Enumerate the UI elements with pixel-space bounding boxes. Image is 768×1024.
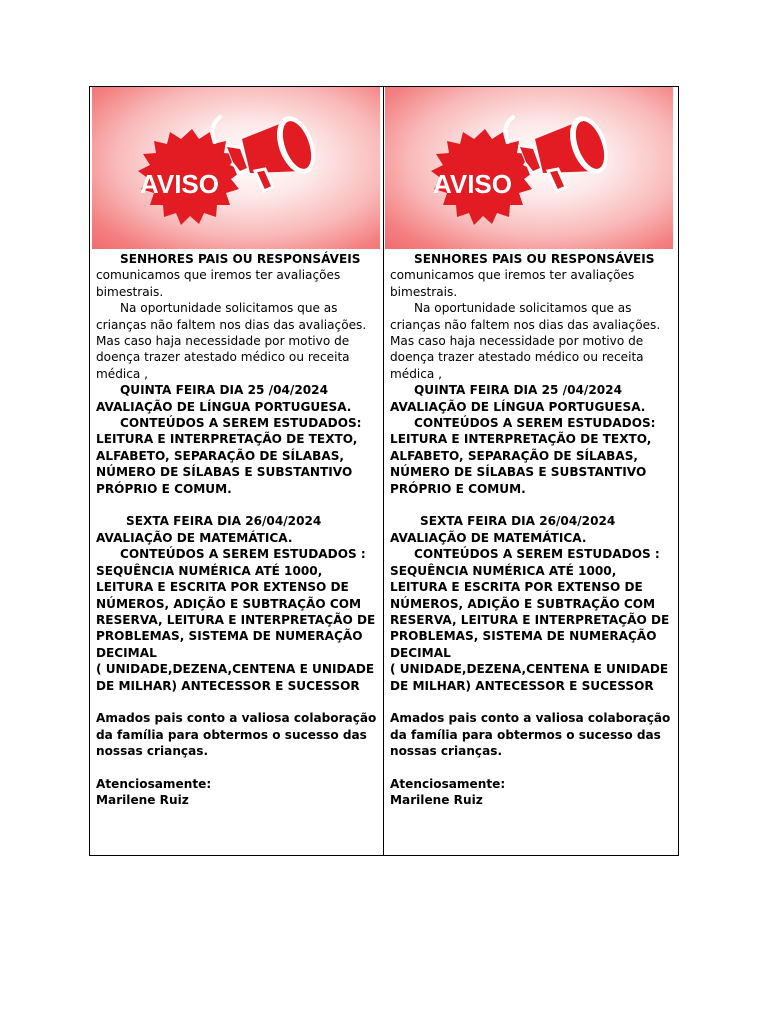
intro: comunicamos que iremos ter avaliações bimestrais. — [96, 268, 341, 299]
aviso-label: AVISO — [433, 169, 512, 199]
notice-card-left — [90, 87, 384, 855]
signoff: Atenciosamente: — [96, 776, 212, 791]
signoff: Atenciosamente: — [390, 776, 506, 791]
exam2-content: SEQUÊNCIA NUMÉRICA ATÉ 1000, LEITURA E ESCRITA POR EXTENSO DE NÚMEROS, ADIÇÃO E SUBTRAÇÃO COM RESERVA, LEITURA E INTERPRETAÇÃO DE PROBLEMAS, SISTEMA DE NUMERAÇÃO DECIMAL — [96, 563, 376, 660]
exam2-content-title: CONTEÚDOS A SEREM ESTUDADOS : — [414, 547, 660, 562]
request: Na oportunidade solicitamos que as crianças não faltem nos dias das avaliações. Mas caso haja necessidade por motivo de doença trazer atestado médico ou receita médica , — [96, 301, 367, 381]
exam1-content-title: CONTEÚDOS A SEREM ESTUDADOS: — [120, 416, 362, 431]
notice-card-right — [384, 87, 678, 855]
exam1-content: LEITURA E INTERPRETAÇÃO DE TEXTO, ALFABETO, SEPARAÇÃO DE SÍLABAS, NÚMERO DE SÍLABAS E SUBSTANTIVO PRÓPRIO E COMUM. — [390, 432, 652, 496]
signature: Marilene Ruiz — [390, 793, 483, 808]
exam2-content-2: ( UNIDADE,DEZENA,CENTENA E UNIDADE DE MILHAR) ANTECESSOR E SUCESSOR — [390, 662, 669, 693]
exam2-content: SEQUÊNCIA NUMÉRICA ATÉ 1000, LEITURA E ESCRITA POR EXTENSO DE NÚMEROS, ADIÇÃO E SUBTRAÇÃO COM RESERVA, LEITURA E INTERPRETAÇÃO DE PROBLEMAS, SISTEMA DE NUMERAÇÃO DECIMAL — [390, 563, 670, 660]
greeting: SENHORES PAIS OU RESPONSÁVEIS — [120, 252, 361, 266]
exam2-content-2: ( UNIDADE,DEZENA,CENTENA E UNIDADE DE MILHAR) ANTECESSOR E SUCESSOR — [96, 662, 375, 693]
megaphone-icon — [385, 87, 673, 249]
greeting: SENHORES PAIS OU RESPONSÁVEIS — [414, 252, 655, 266]
closing: Amados pais conto a valiosa colaboração da família para obtermos o sucesso das nossas crianças. — [96, 711, 377, 759]
exam1-date: QUINTA FEIRA DIA 25 /04/2024 AVALIAÇÃO DE LÍNGUA PORTUGUESA. — [390, 383, 646, 414]
notice-text — [96, 251, 378, 809]
megaphone-icon — [92, 87, 380, 249]
request: Na oportunidade solicitamos que as crianças não faltem nos dias das avaliações. Mas caso haja necessidade por motivo de doença trazer atestado médico ou receita médica , — [390, 301, 661, 381]
closing: Amados pais conto a valiosa colaboração da família para obtermos o sucesso das nossas crianças. — [390, 711, 671, 759]
exam1-date: QUINTA FEIRA DIA 25 /04/2024 AVALIAÇÃO DE LÍNGUA PORTUGUESA. — [96, 383, 352, 414]
exam2-date: SEXTA FEIRA DIA 26/04/2024 AVALIAÇÃO DE MATEMÁTICA. — [96, 514, 322, 545]
exam2-date: SEXTA FEIRA DIA 26/04/2024 AVALIAÇÃO DE MATEMÁTICA. — [390, 514, 616, 545]
aviso-label: AVISO — [140, 169, 219, 199]
aviso-banner — [92, 87, 380, 249]
signature: Marilene Ruiz — [96, 793, 189, 808]
intro: comunicamos que iremos ter avaliações bimestrais. — [390, 268, 635, 299]
notice-text — [390, 251, 672, 809]
notice-table — [89, 86, 679, 856]
exam2-content-title: CONTEÚDOS A SEREM ESTUDADOS : — [120, 547, 366, 562]
exam1-content: LEITURA E INTERPRETAÇÃO DE TEXTO, ALFABETO, SEPARAÇÃO DE SÍLABAS, NÚMERO DE SÍLABAS E SUBSTANTIVO PRÓPRIO E COMUM. — [96, 432, 358, 496]
aviso-banner — [385, 87, 673, 249]
exam1-content-title: CONTEÚDOS A SEREM ESTUDADOS: — [414, 416, 656, 431]
